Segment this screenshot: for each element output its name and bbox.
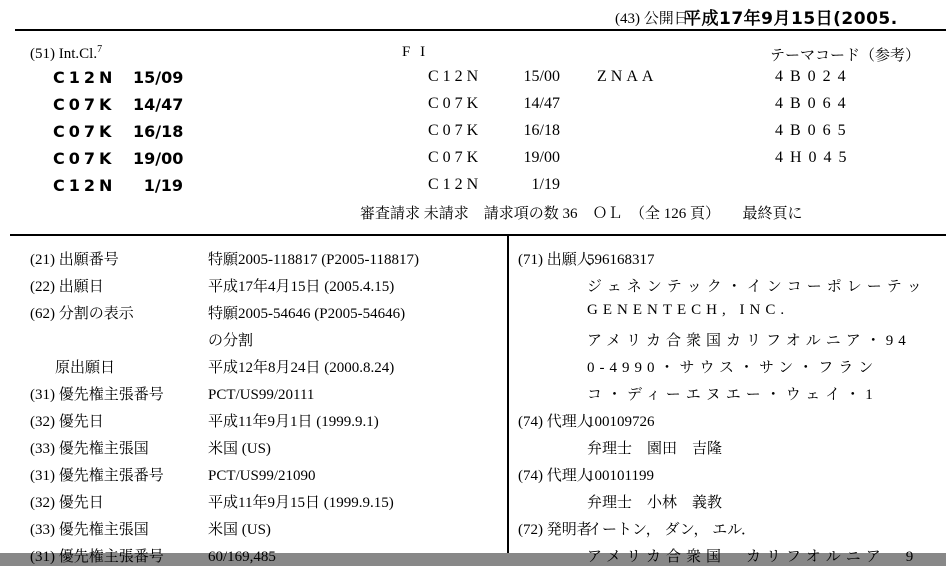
- fi-number: 15/00: [523, 68, 560, 85]
- fi-code: C07K: [428, 95, 483, 112]
- bib-value: 60/169,485: [208, 549, 276, 565]
- theme-code: 4B024: [775, 68, 853, 85]
- bib-row-priority-country: [30, 518, 271, 539]
- bib-label: (31) 優先権主張番号: [30, 549, 164, 565]
- bib-value: の分割: [208, 333, 254, 349]
- bib-value: 弁理士 小林 義教: [587, 495, 723, 511]
- fi-row: [428, 122, 560, 140]
- bib-row-applicant-address: [518, 356, 878, 377]
- bib-label: (71) 出願人: [518, 252, 592, 268]
- intcl-code: C07K: [53, 149, 116, 168]
- intcl-number: 16/18: [133, 122, 184, 141]
- bib-value: 100109726: [587, 414, 655, 430]
- bib-row-division-continuation: [30, 329, 253, 350]
- column-divider: [507, 234, 509, 553]
- bib-row-agent-name: [518, 437, 722, 458]
- publication-date-value: 平成17年9月15日(2005.: [684, 9, 898, 29]
- bib-label: (72) 発明者: [518, 522, 592, 538]
- bib-row-inventor: [518, 518, 756, 539]
- bib-label: 原出願日: [55, 360, 116, 376]
- examination-status-line: 審査請求 未請求 請求項の数 36 ＯＬ （全 126 頁） 最終頁に: [360, 206, 803, 222]
- fi-number: 1/19: [531, 176, 560, 193]
- bib-value: PCT/US99/20111: [208, 387, 315, 403]
- intcl-number: 15/09: [133, 68, 184, 87]
- bib-row-agent: [518, 410, 655, 431]
- theme-code: 4B064: [775, 95, 853, 112]
- theme-code: 4B065: [775, 122, 853, 139]
- theme-code-header: テーマコード（参考）: [770, 48, 921, 64]
- fi-number: 16/18: [523, 122, 560, 139]
- bib-row-applicant-name: [518, 275, 927, 296]
- bib-value: 100101199: [587, 468, 654, 484]
- bib-row-filing-date: [30, 275, 394, 296]
- bib-row-priority-date: [30, 410, 379, 431]
- bib-value: コ・ディーエヌエー・ウェイ・1: [587, 387, 878, 403]
- intcl-code: C12N: [53, 68, 117, 87]
- section-rule: [10, 234, 946, 236]
- bib-label: (74) 代理人: [518, 468, 592, 484]
- fi-row: [428, 149, 560, 167]
- bib-row-priority-number: [30, 383, 314, 404]
- bib-row-priority-country: [30, 437, 271, 458]
- intcl-row: [53, 68, 183, 87]
- bib-row-agent-name: [518, 491, 722, 512]
- bib-value: ジェネンテック・インコーポレーテッ: [587, 279, 927, 295]
- intcl-header-text: (51) Int.Cl.: [30, 46, 98, 62]
- fi-row: [428, 176, 560, 194]
- intcl-number: 1/19: [143, 176, 183, 195]
- fi-code: C07K: [428, 122, 483, 139]
- publication-date-label: (43) 公開日: [615, 11, 689, 27]
- bib-row-applicant-address: [518, 383, 878, 404]
- fi-code: C12N: [428, 176, 483, 193]
- bib-value: 弁理士 園田 吉隆: [587, 441, 723, 457]
- intcl-header: [30, 44, 102, 63]
- bib-value: アメリカ合衆国カリフオルニア・94: [587, 333, 911, 349]
- bib-value: PCT/US99/21090: [208, 468, 316, 484]
- intcl-code: C07K: [53, 122, 116, 141]
- bib-value: 596168317: [587, 252, 655, 268]
- fi-row: [428, 68, 657, 86]
- intcl-row: [53, 122, 183, 141]
- bib-label: (62) 分割の表示: [30, 306, 134, 322]
- fi-number: 14/47: [523, 95, 560, 112]
- fi-code: C07K: [428, 149, 483, 166]
- bib-label: (32) 優先日: [30, 495, 104, 511]
- intcl-code: C07K: [53, 95, 116, 114]
- intcl-row: [53, 176, 183, 195]
- bib-row-agent: [518, 464, 654, 485]
- fi-facet-code: ZNAA: [597, 68, 658, 85]
- fi-row: [428, 95, 560, 113]
- bib-value: 特願2005-54646 (P2005-54646): [208, 306, 406, 322]
- intcl-code: C12N: [53, 176, 117, 195]
- bib-label: (33) 優先権主張国: [30, 522, 149, 538]
- bib-row-applicant-address: [518, 329, 911, 350]
- intcl-row: [53, 95, 183, 114]
- bib-value: 平成12年8月24日 (2000.8.24): [208, 360, 395, 376]
- bib-row-applicant-name-en: [518, 302, 789, 319]
- bib-row-priority-date: [30, 491, 394, 512]
- intcl-superscript: 7: [97, 44, 103, 55]
- bib-value: アメリカ合衆国 カリフオルニア 9: [587, 549, 919, 565]
- bib-row-applicant: [518, 248, 655, 269]
- bib-row-original-filing-date: [30, 356, 394, 377]
- fi-code: C12N: [428, 68, 483, 85]
- bib-label: (21) 出願番号: [30, 252, 119, 268]
- bib-row-priority-number: [30, 545, 276, 566]
- bib-value: 平成17年4月15日 (2005.4.15): [208, 279, 395, 295]
- bib-value: 平成11年9月15日 (1999.9.15): [208, 495, 394, 511]
- theme-code: 4H045: [775, 149, 854, 166]
- fi-number: 19/00: [523, 149, 560, 166]
- bib-label: (31) 優先権主張番号: [30, 468, 164, 484]
- bib-value: 米国 (US): [208, 522, 271, 538]
- bib-row-priority-number: [30, 464, 316, 485]
- bib-value: イートン， ダン， エル．: [587, 522, 757, 538]
- bib-label: (74) 代理人: [518, 414, 592, 430]
- bib-row-division-indication: [30, 302, 405, 323]
- bib-label: (32) 優先日: [30, 414, 104, 430]
- bib-value: 0-4990・サウス・サン・フラン: [587, 360, 879, 376]
- top-rule: [15, 29, 946, 31]
- bib-value: 米国 (US): [208, 441, 271, 457]
- bib-row-application-number: [30, 248, 419, 269]
- bib-value: 特願2005-118817 (P2005-118817): [208, 252, 419, 268]
- intcl-number: 19/00: [133, 149, 184, 168]
- intcl-row: [53, 149, 183, 168]
- intcl-number: 14/47: [133, 95, 184, 114]
- bib-label: (22) 出願日: [30, 279, 104, 295]
- bib-label: (31) 優先権主張番号: [30, 387, 164, 403]
- bib-value: GENENTECH, INC.: [587, 302, 790, 318]
- fi-header: F I: [402, 44, 429, 60]
- bib-row-inventor-address: [518, 545, 918, 566]
- bib-label: (33) 優先権主張国: [30, 441, 149, 457]
- bib-value: 平成11年9月1日 (1999.9.1): [208, 414, 379, 430]
